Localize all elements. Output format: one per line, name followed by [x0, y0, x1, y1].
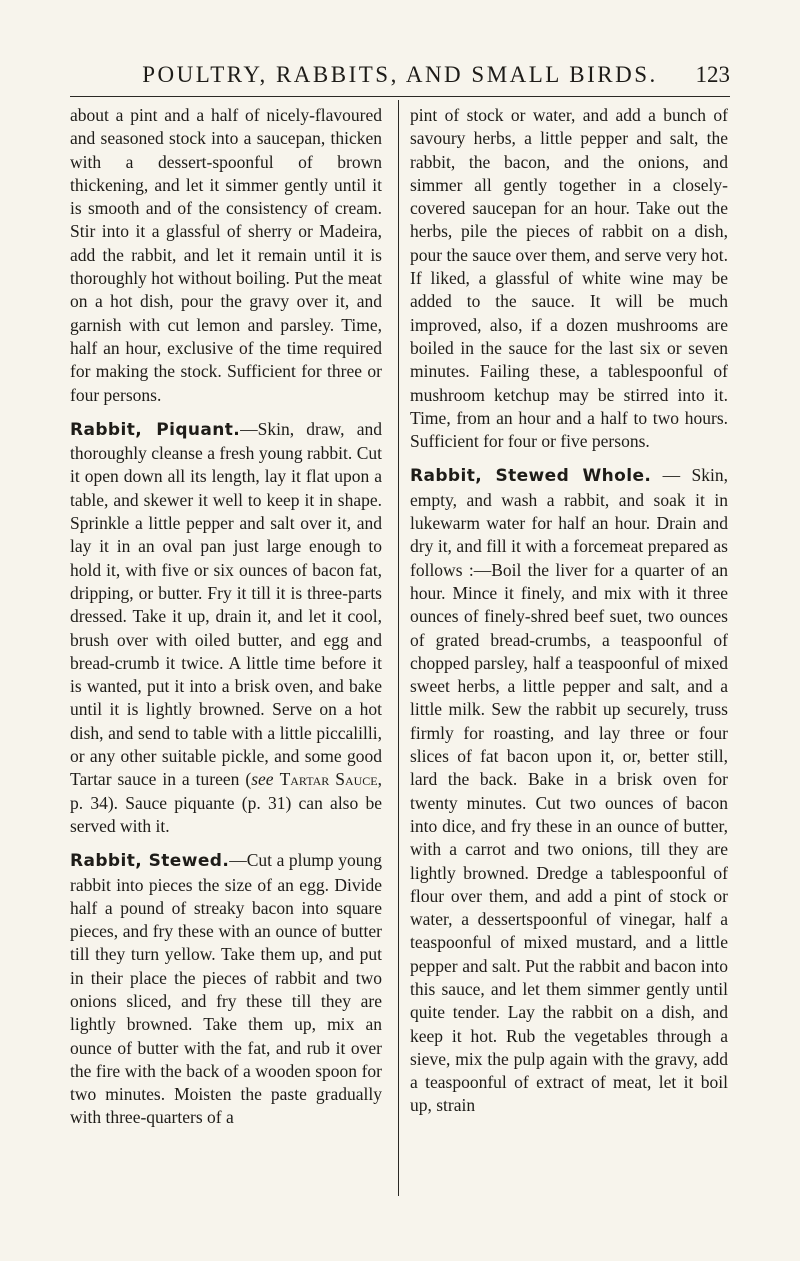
right-column [410, 104, 728, 1118]
recipe-body: —Skin, draw, and thoroughly cleanse a fresh young rabbit. Cut it open down all its length, lay it flat upon a table, and skewer it well to keep it in shape. Sprinkle a little pepper and salt over it, and lay it in an oval pan just large enough to hold it, with five or six ounces of bacon fat, dripping, or butter. Fry it till it is three-parts dressed. Take it up, drain it, and let it cool, brush over with oiled butter, and egg and bread-crumb it twice. A little time before it is wanted, put it into a brisk oven, and bake until it is lightly browned. Serve on a hot dish, and send to table with a little piccalilli, or any other suitable pickle, and some good Tartar sauce in a tureen ( [70, 418, 382, 790]
recipe-heading: Rabbit, Stewed Whole. [410, 466, 652, 487]
header-rule [70, 96, 730, 97]
column-divider [398, 100, 399, 1196]
recipe-heading: Rabbit, Piquant. [70, 419, 241, 440]
recipe-body: —Cut a plump young rabbit into pieces the size of an egg. Divide half a pound of streaky bacon into square pieces, and fry these with an ounce of butter till they turn yellow. Take them up, and put in their place the pieces of rabbit and two onions sliced, and fry these till they are lightly browned. Take them up, mix an ounce of butter with the fat, and rub it over the fire with the back of a wooden spoon for two minutes. Moisten the paste gradually with three-quarters of a [70, 850, 382, 1128]
running-head-title: POULTRY, RABBITS, AND SMALL BIRDS. [142, 62, 658, 87]
recipe-rabbit-stewed [70, 849, 382, 1130]
recipe-body-end: , p. 34). Sauce piquante (p. 31) can also be served with it. [70, 769, 382, 836]
continued-paragraph: about a pint and a half of nicely-flavoured and seasoned stock into a saucepan, thicken with a dessert-spoonful of brown thickening, and let it simmer gently until it is smooth and of the consistency of cream. Stir into it a glassful of sherry or Madeira, add the rabbit, and let it remain until it is thoroughly hot without boiling. Put the meat on a hot dish, pour the gravy over it, and garnish with cut lemon and parsley. Time, half an hour, exclusive of the time required for making the stock. Sufficient for three or four persons. [70, 105, 382, 405]
continued-paragraph: pint of stock or water, and add a bunch of savoury herbs, a little pepper and salt, the rabbit, the bacon, and the onions, and simmer all gently together in a closely-covered saucepan for an hour. Take out the herbs, pile the pieces of rabbit on a dish, pour the sauce over them, and serve very hot. If liked, a glassful of white wine may be added to the sauce. It will be much improved, also, if a dozen mushrooms are boiled in the sauce for the last six or seven minutes. Failing these, a tablespoonful of mushroom ketchup may be stirred into it. Time, from an hour and a half to two hours. Sufficient for four or five persons. [410, 105, 728, 452]
left-column [70, 104, 382, 1130]
cross-reference: Tartar Sauce [279, 769, 378, 790]
recipe-rabbit-stewed-whole [410, 464, 728, 1117]
recipe-body: — Skin, empty, and wash a rabbit, and soak it in lukewarm water for half an hour. Drain and dry it, and fill it with a forcemeat prepared as follows :—Boil the liver for a quarter of an hour. Mince it finely, and mix with it three ounces of finely-shred beef suet, two ounces of grated bread-crumbs, a teaspoonful of chopped parsley, half a teaspoonful of mixed sweet herbs, a little pepper and salt, and a little milk. Sew the rabbit up securely, truss firmly for roasting, and lay three or four slices of fat bacon upon it, or, better still, lard the back. Bake in a brisk oven for twenty minutes. Cut two ounces of bacon into dice, and fry these in an ounce of butter, with a carrot and two onions, till they are lightly browned. Dredge a tablespoonful of flour over them, and add a pint of stock or water, a dessertspoonful of vinegar, half a teaspoonful of mixed mustard, and a little pepper and salt. Put the rabbit and bacon into this sauce, and let them simmer gently until quite tender. Lay the rabbit on a dish, and keep it hot. Rub the vegetables through a sieve, mix the pulp again with the gravy, add a teaspoonful of extract of meat, let it boil up, strain [410, 465, 728, 1116]
page-number: 123 [695, 62, 730, 87]
running-head [70, 62, 730, 96]
recipe-heading: Rabbit, Stewed. [70, 851, 230, 872]
recipe-rabbit-piquant [70, 418, 382, 838]
see-reference: see [251, 769, 274, 790]
